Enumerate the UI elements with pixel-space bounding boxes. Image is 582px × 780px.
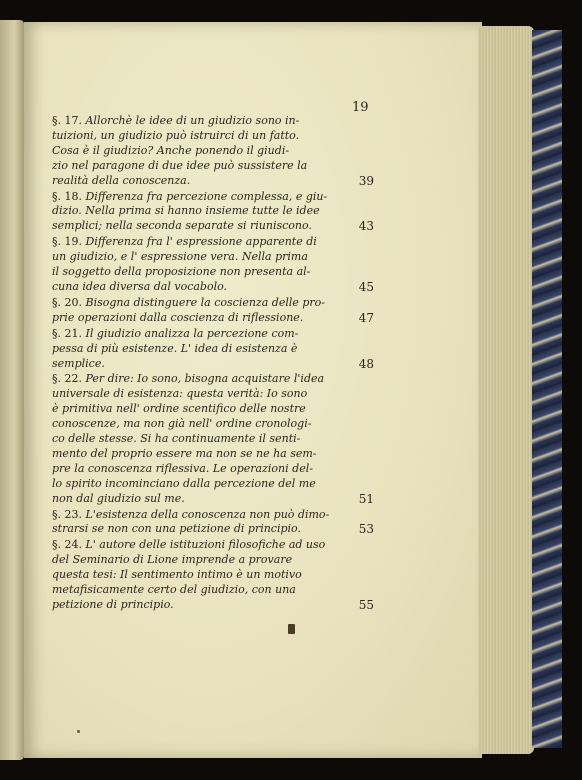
entry-page-number: 45 — [358, 279, 374, 294]
toc-entry-line — [52, 190, 374, 205]
toc-entry-line — [52, 204, 374, 219]
toc-entry-line — [52, 538, 374, 553]
toc-entry-line — [52, 447, 374, 462]
entry-text: Per dire: Io sono, bisogna acquistare l'idea — [85, 372, 325, 386]
section-number: §. 20. — [52, 295, 86, 309]
toc-entry — [52, 235, 374, 295]
section-number: §. 23. — [52, 507, 86, 521]
toc-entry-line — [52, 327, 374, 342]
entry-page-number: 48 — [358, 356, 374, 371]
entry-page-number: 53 — [358, 522, 374, 537]
entry-page-number: 51 — [358, 491, 374, 506]
toc-entry — [52, 538, 374, 613]
entry-text: semplice. — [52, 356, 105, 370]
toc-entry-line — [52, 372, 374, 387]
entry-text: cuna idea diversa dal vocabolo. — [52, 279, 228, 293]
toc-entry-line — [52, 129, 374, 144]
table-of-contents — [52, 114, 374, 613]
entry-text: mento del proprio essere ma non se ne ha sem- — [52, 446, 317, 460]
toc-entry — [52, 296, 374, 326]
entry-page-number: 55 — [358, 598, 374, 612]
entry-text: del Seminario di Lione imprende a provare — [52, 553, 293, 567]
entry-text: Differenza fra percezione complessa, e giu- — [85, 189, 328, 203]
toc-entry-line — [52, 462, 374, 477]
toc-entry-line — [52, 477, 374, 492]
section-number: §. 24. — [52, 538, 86, 552]
toc-entry-line — [52, 159, 374, 174]
entry-text: Il giudizio analizza la percezione com- — [85, 326, 299, 340]
toc-entry — [52, 190, 374, 235]
toc-entry-line — [52, 417, 374, 432]
entry-text: Differenza fra l' espressione apparente di — [85, 235, 317, 249]
entry-text: Bisogna distinguere la coscienza delle pro- — [85, 295, 326, 309]
section-number: §. 21. — [52, 326, 86, 340]
toc-entry-line — [52, 598, 374, 613]
paper-speck — [77, 730, 80, 733]
ink-mark — [288, 624, 295, 634]
toc-entry-line — [52, 250, 374, 265]
toc-entry-line — [52, 265, 374, 280]
entry-page-number: 47 — [358, 310, 374, 325]
toc-entry-line — [52, 583, 374, 598]
entry-text: universale di esistenza: questa verità: Io sono — [52, 387, 308, 401]
entry-text: petizione di principio. — [52, 598, 174, 611]
entry-text: strarsi se non con una petizione di principio. — [52, 522, 301, 536]
toc-entry-line — [52, 432, 374, 447]
entry-text: L' autore delle istituzioni filosofiche ad uso — [85, 538, 326, 552]
entry-text: conoscenze, ma non già nell' ordine cronologi- — [52, 417, 312, 431]
entry-text: lo spirito incominciano dalla percezione del me — [52, 476, 316, 490]
entry-text: Cosa è il giudizio? Anche ponendo il giudi- — [52, 143, 290, 157]
toc-entry — [52, 327, 374, 372]
toc-entry-line — [52, 522, 374, 537]
toc-entry-line — [52, 492, 374, 507]
entry-text: questa tesi: Il sentimento intimo è un motivo — [52, 568, 302, 582]
page-number: 19 — [352, 100, 369, 115]
entry-page-number: 43 — [358, 219, 374, 234]
section-number: §. 22. — [52, 372, 86, 386]
toc-entry-line — [52, 311, 374, 326]
toc-entry-line — [52, 387, 374, 402]
entry-text: metafisicamente certo del giudizio, con una — [52, 583, 296, 597]
entry-text: dizio. Nella prima si hanno insieme tutte le idee — [52, 204, 320, 218]
toc-entry-line — [52, 357, 374, 372]
left-page-edge — [0, 20, 24, 760]
entry-text: Allorchè le idee di un giudizio sono in- — [85, 114, 300, 127]
section-number: §. 18. — [52, 189, 86, 203]
toc-entry-line — [52, 342, 374, 357]
toc-entry — [52, 114, 374, 189]
entry-page-number: 39 — [358, 173, 374, 188]
toc-entry-line — [52, 219, 374, 234]
section-number: §. 19. — [52, 235, 86, 249]
section-number: §. 17. — [52, 114, 86, 127]
entry-text: L'esistenza della conoscenza non può dimo- — [85, 507, 330, 521]
toc-entry-line — [52, 280, 374, 295]
entry-text: è primitiva nell' ordine scentifico delle nostre — [52, 402, 306, 416]
entry-text: non dal giudizio sul me. — [52, 491, 185, 505]
toc-entry — [52, 372, 374, 506]
entry-text: tuizioni, un giudizio può istruirci di un fatto. — [52, 128, 300, 142]
toc-entry-line — [52, 235, 374, 250]
entry-text: co delle stesse. Si ha continuamente il senti- — [52, 432, 301, 446]
entry-text: semplici; nella seconda separate si riuniscono. — [52, 219, 312, 233]
toc-entry-line — [52, 114, 374, 129]
toc-entry-line — [52, 508, 374, 523]
toc-entry-line — [52, 402, 374, 417]
toc-entry-line — [52, 174, 374, 189]
page-block-edges — [478, 26, 534, 754]
entry-text: prie operazioni dalla coscienza di riflessione. — [52, 310, 304, 324]
entry-text: il soggetto della proposizione non presenta al- — [52, 265, 311, 279]
toc-entry-line — [52, 296, 374, 311]
marbled-cover-edge — [532, 30, 562, 748]
toc-entry-line — [52, 144, 374, 159]
entry-text: realità della conoscenza. — [52, 173, 191, 187]
toc-entry-line — [52, 553, 374, 568]
toc-entry — [52, 508, 374, 538]
entry-text: un giudizio, e l' espressione vera. Nella prima — [52, 250, 308, 264]
entry-text: zio nel paragone di due idee può sussistere la — [52, 158, 308, 172]
entry-text: pre la conoscenza riflessiva. Le operazioni del- — [52, 461, 313, 475]
toc-entry-line — [52, 568, 374, 583]
entry-text: pessa di più esistenze. L' idea di esistenza è — [52, 341, 298, 355]
